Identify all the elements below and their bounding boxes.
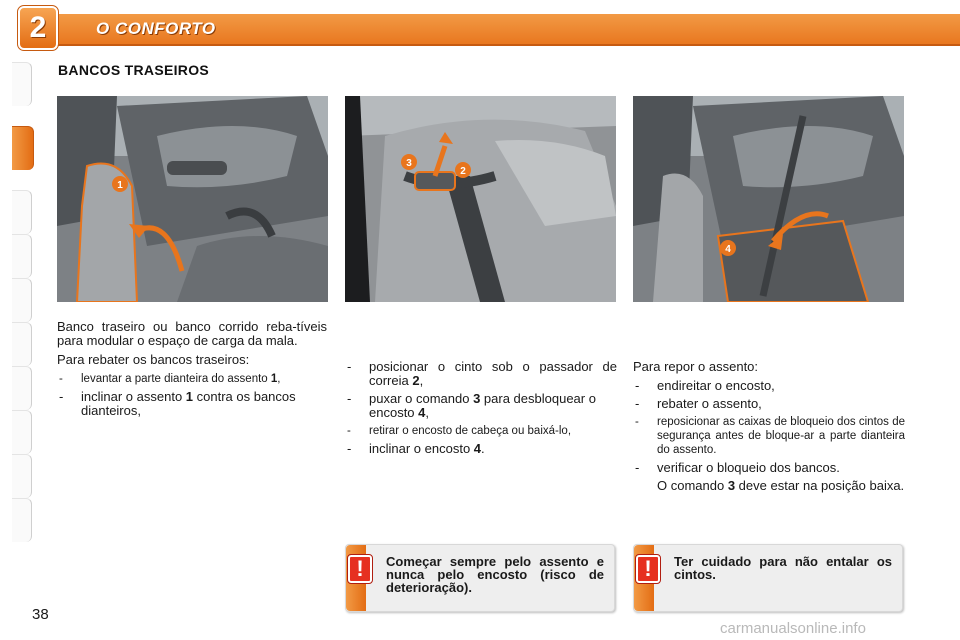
chapter-number-badge: [18, 6, 58, 50]
side-tab[interactable]: [12, 366, 32, 410]
chapter-side-tabs: [12, 62, 34, 572]
list-item: - inclinar o assento 1 contra os bancos dianteiros,: [59, 389, 296, 418]
callout-4: 4: [725, 244, 731, 255]
side-tab[interactable]: [12, 62, 32, 106]
list-item: - puxar o comando 3 para desbloquear o encosto 4,: [347, 391, 596, 420]
warning-box: [345, 544, 615, 612]
restore-lead: Para repor o assento:: [633, 359, 759, 374]
callout-2: 2: [460, 166, 466, 177]
section-title: BANCOS TRASEIROS: [58, 62, 210, 78]
side-tab[interactable]: [12, 190, 32, 234]
fold-lead: Para rebater os bancos traseiros:: [57, 352, 250, 367]
side-tab[interactable]: [12, 410, 32, 454]
side-tab[interactable]: [12, 234, 32, 278]
page-number: 38: [32, 606, 49, 623]
rear-seat-cushion-lift-photo: [57, 96, 328, 302]
rear-seat-folded-photo: [633, 96, 904, 302]
intro-paragraph: Banco traseiro ou banco corrido reba-tíveis para modular o espaço de carga da mala.: [57, 319, 327, 348]
list-item: - posicionar o cinto sob o passador de correia 2,: [347, 359, 617, 388]
list-item: - rebater o assento,: [635, 396, 762, 411]
list-item: - inclinar o encosto 4.: [347, 441, 485, 456]
watermark: carmanualsonline.info: [720, 620, 866, 637]
list-item: - retirar o encosto de cabeça ou baixá-lo,: [347, 425, 572, 437]
warning-text: Começar sempre pelo assento e nunca pelo encosto (risco de deterioração).: [386, 554, 604, 595]
column-3-text: [633, 360, 905, 493]
column-2-text: [345, 360, 617, 460]
rear-seat-belt-backrest-photo: [345, 96, 616, 302]
side-tab[interactable]: [12, 278, 32, 322]
list-item: - endireitar o encosto,: [635, 378, 775, 393]
list-item: - verificar o bloqueio dos bancos.: [635, 460, 840, 475]
warning-text: Ter cuidado para não entalar os cintos.: [674, 554, 892, 582]
command-note: O comando 3 deve estar na posição baixa.: [657, 478, 905, 493]
callout-1: 1: [117, 180, 123, 191]
warning-box: [633, 544, 903, 612]
chapter-number: 2: [29, 11, 47, 44]
side-tab[interactable]: [12, 454, 32, 498]
chapter-title: O CONFORTO: [96, 19, 216, 38]
chapter-header: [0, 0, 960, 50]
exclamation-icon: !: [636, 555, 660, 583]
side-tab[interactable]: [12, 498, 32, 542]
header-rule: [55, 44, 960, 46]
list-item: - levantar a parte dianteira do assento 1,: [59, 373, 281, 385]
callout-3: 3: [406, 158, 412, 169]
exclamation-icon: !: [348, 555, 372, 583]
column-1-text: [57, 320, 327, 422]
side-tab[interactable]: [12, 322, 32, 366]
side-tab-active[interactable]: [12, 126, 34, 170]
list-item: - reposicionar as caixas de bloqueio dos cintos de segurança antes de bloque-ar a parte dianteira do assento.: [635, 416, 905, 456]
